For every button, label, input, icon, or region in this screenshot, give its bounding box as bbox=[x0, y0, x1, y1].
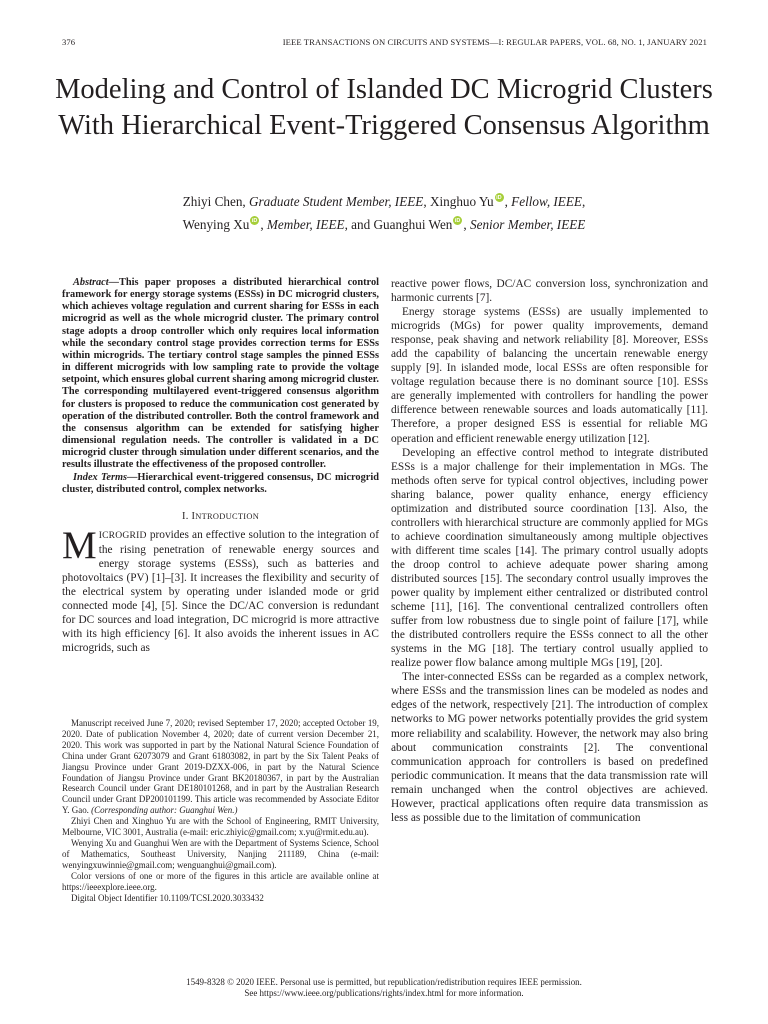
body-paragraph: Energy storage systems (ESSs) are usually implemented to microgrids (MGs) for power quality improvements, demand response, peak shaving and network reliability [8]. Moreover, ESSs add the capability of balancing the uncertain renewable energy supply [9]. In islanded mode, local ESSs are often responsible for voltage regulation because there is no dominant source [10]. ESSs are generally implemented with controllers for handling the power difference between renewable sources and loads automatically [11]. Therefore, a proper designed ESS is essential for reliable MG operation and efficient renewable energy utilization [12]. bbox=[391, 306, 708, 445]
author-3-role: Member, IEEE bbox=[266, 217, 345, 232]
author-4-role: Senior Member, IEEE bbox=[470, 217, 586, 232]
author-4-name: , and Guanghui Wen bbox=[344, 217, 453, 232]
drop-cap: M bbox=[62, 523, 97, 567]
abstract-label: Abstract bbox=[73, 277, 109, 288]
footnote-affiliation-1: Zhiyi Chen and Xinghuo Yu are with the School of Engineering, RMIT University, Melbourne, VIC 3001, Australia (e-mail: eric.zhiyic@gmail.com; x.yu@rmit.edu.au). bbox=[62, 816, 379, 838]
journal-running-head: IEEE TRANSACTIONS ON CIRCUITS AND SYSTEMS—I: REGULAR PAPERS, VOL. 68, NO. 1, JANUARY 2021 bbox=[282, 37, 707, 47]
footnote-doi: Digital Object Identifier 10.1109/TCSI.2020.3033432 bbox=[71, 892, 264, 903]
copyright-notice bbox=[40, 977, 728, 999]
orcid-icon[interactable] bbox=[453, 216, 462, 225]
abstract: Abstract—This paper proposes a distributed hierarchical control framework for energy storage systems (ESSs) in DC microgrid clusters, which achieves voltage regulation and current sharing for ESSs in each microgrid as well as the whole microgrid cluster. The primary control stage adopts a droop controller which only requires local information while the secondary control stage provides correction terms for ESSs within microgrids. The tertiary control stage samples the pinned ESSs in different microgrids with low sampling rate to provide the voltage setpoint, which ensures global current sharing among microgrid cluster. The corresponding multilayered event-triggered consensus algorithm for clusters is proposed to reduce the communication cost generated by operation of the distributed controller. Both the control framework and the consensus algorithm can be extended for satisfying higher dimensional regulation needs. The controller is validated in a DC microgrid cluster through simulation under different scenarios, and the results illustrate the effectiveness of the proposed controller. bbox=[62, 277, 379, 471]
index-terms-text: Hierarchical event-triggered consensus, DC microgrid cluster, distributed control, complex networks. bbox=[62, 471, 379, 495]
author-2-name: , Xinghuo Yu bbox=[423, 194, 494, 209]
author-line-1: Zhiyi Chen, Graduate Student Member, IEEE, Xinghuo YuiD , Fellow, IEEE, bbox=[40, 193, 728, 210]
footnote-color: Color versions of one or more of the figures in this article are available online at https://ieeexplore.ieee.org. bbox=[62, 870, 379, 892]
body-paragraph: Developing an effective control method to integrate distributed ESSs is a major challenge for their implementation in MGs. The methods often serve for typical control objectives, including power sharing balance, power quality enhance, energy efficiency optimization and distributed source coordination [13]. Also, the controllers with hierarchical structure are commonly applied for MGs to achieve coordination simultaneously among multiple objectives with different time scales [14]. The primary control usually adopts the droop control to achieve adequate power sharing among distributed sources [15]. The secondary control usually improves the power quality by implement either centralized or distributed control scheme [11], [16]. The conventional centralized controllers often suffer from low robustness due to single point of failure [17], while the distributed controllers require the ESSs connect to all the other systems in the MG [18]. The tertiary control usually applied to realize power flow balance among multiple MGs [19], [20]. bbox=[391, 446, 708, 670]
index-terms-label: Index Terms bbox=[73, 471, 128, 483]
right-column bbox=[391, 277, 708, 825]
left-column bbox=[62, 277, 379, 655]
footnotes bbox=[62, 718, 379, 903]
orcid-icon[interactable] bbox=[495, 193, 504, 202]
author-line-2: Wenying XuiD , Member, IEEE, and Guanghui WeniD , Senior Member, IEEE bbox=[40, 216, 728, 233]
footnote-affiliation-2: Wenying Xu and Guanghui Wen are with the Department of Systems Science, School of Mathematics, Southeast University, Nanjing 211189, China (e-mail: wenyingxuwinnie@gmail.com; wenguanghui@gmail.com). bbox=[62, 837, 379, 870]
abstract-text: This paper proposes a distributed hierarchical control framework for energy storage systems (ESSs) in DC microgrid clusters, which achieves voltage regulation and current sharing for ESSs in each microgrid as well as the whole microgrid cluster. The primary control stage adopts a droop controller which only requires local information while the secondary control stage provides correction terms for ESSs within microgrids. The tertiary control stage samples the pinned ESSs in different microgrids with low sampling rate to provide the voltage setpoint, which ensures global current sharing among microgrid cluster. The corresponding multilayered event-triggered consensus algorithm for clusters is proposed to reduce the communication cost generated by operation of the distributed controller. Both the control framework and the consensus algorithm can be extended for satisfying higher dimensional regulation needs. The controller is validated in a DC microgrid cluster through simulation under different scenarios, and the results illustrate the effectiveness of the proposed controller. bbox=[62, 277, 379, 471]
intro-paragraph: MICROGRID provides an effective solution to the integration of the rising penetration of renewable energy sources and energy storage systems (ESSs), such as batteries and photovoltaics (PV) [1]–[3]. It increases the flexibility and security of the electrical system by operating under islanded mode or grid connected mode [4], [5]. Since the DC/AC conversion is redundant for DC sources and load integration, DC microgrid is more attractive with its high efficiency [6]. It also avoids the inherent issues in AC microgrids, such as bbox=[62, 523, 379, 655]
orcid-icon[interactable] bbox=[250, 216, 259, 225]
section-heading: I. INTRODUCTION bbox=[181, 510, 260, 522]
body-paragraph: reactive power flows, DC/AC conversion loss, synchronization and harmonic currents [7]. bbox=[391, 278, 708, 305]
copyright-line-2: See https://www.ieee.org/publications/rights/index.html for more information. bbox=[244, 988, 524, 998]
body-paragraph: The inter-connected ESSs can be regarded as a complex network, where ESSs and the transmission lines can be modeled as nodes and edges of the network, respectively [21]. The introduction of complex networks to MG power networks potentially provides the grid system more reliability and scalability. However, the network may also bring about communication constraints [2]. The conventional communication approach for controllers is based on predefined periodic communication. It means that the data transmission rate will remain unchanged when the control objectives are achieved. However, practical applications often require data transmission as less as possible due to the limitation of communication bbox=[391, 671, 708, 824]
author-2-role: Fellow, IEEE bbox=[511, 194, 582, 209]
paper-title: Modeling and Control of Islanded DC Microgrid Clusters With Hierarchical Event-Triggered Consensus Algorithm bbox=[55, 74, 713, 141]
author-3-name: Wenying Xu bbox=[182, 217, 250, 232]
author-1-role: Graduate Student Member, IEEE bbox=[249, 194, 424, 209]
page-number: 376 bbox=[62, 37, 76, 47]
author-1-name: Zhiyi Chen, bbox=[182, 194, 250, 209]
index-terms: Index Terms—Hierarchical event-triggered consensus, DC microgrid cluster, distributed control, complex networks. bbox=[62, 471, 379, 495]
copyright-line-1: 1549-8328 © 2020 IEEE. Personal use is permitted, but republication/redistribution requires IEEE permission. bbox=[186, 977, 582, 987]
footnote-manuscript: Manuscript received June 7, 2020; revised September 17, 2020; accepted October 19, 2020. Date of publication November 4, 2020; date of current version December 21, 2020. This work was supported in part by the National Natural Science Foundation of China under Grant 62073079 and Grant 61803082, in part by the Six Talent Peaks of Jiangsu Province under Grant 2019-DZXX-006, in part by the Natural Science Foundation of Jiangsu Province under Grant BK20180367, in part by the Australian Research Council under Grant DE180101268, and in part by the Australian Research Council under Grant DP200101199. This article was recommended by Associate Editor Y. Gao. (Corresponding author: Guanghui Wen.) bbox=[62, 718, 379, 816]
